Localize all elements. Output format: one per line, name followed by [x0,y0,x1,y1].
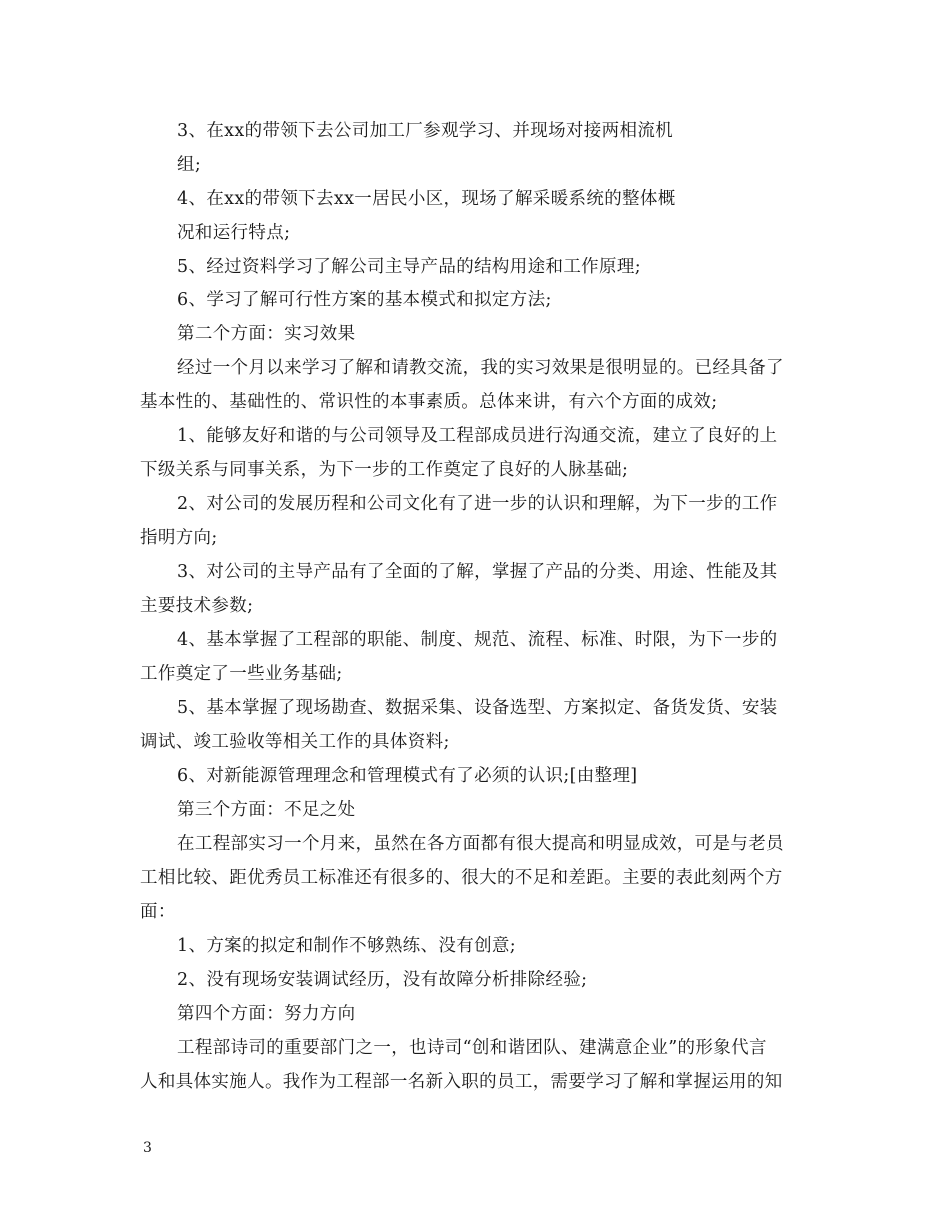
text-line: 5、基本掌握了现场勘查、数据采集、设备选型、方案拟定、备货发货、安装 [177,698,778,718]
page-number: 3 [143,1140,152,1156]
text-line: 1、能够友好和谐的与公司领导及工程部成员进行沟通交流，建立了良好的上 [177,426,778,446]
text-line: 3、在xx的带领下去公司加工厂参观学习、并现场对接两相流机 [177,121,674,141]
text-line: 人和具体实施人。我作为工程部一名新入职的员工，需要学习了解和掌握运用的知 [140,1072,783,1092]
text-line: 工程部诗司的重要部门之一，也诗司“创和谐团队、建满意企业”的形象代言 [177,1038,767,1058]
text-line: 4、在xx的带领下去xx一居民小区，现场了解采暖系统的整体概 [177,189,676,209]
text-line: 工相比较、距优秀员工标准还有很多的、很大的不足和差距。主要的表此刻两个方 [140,868,783,888]
text-line: 5、经过资料学习了解公司主导产品的结构用途和工作原理; [177,257,641,277]
section-heading: 第二个方面：实习效果 [177,324,356,344]
text-line: 调试、竣工验收等相关工作的具体资料; [140,732,450,752]
text-line: 2、没有现场安装调试经历，没有故障分析排除经验; [177,970,588,990]
section-heading: 第三个方面：不足之处 [177,800,356,820]
section-heading: 第四个方面：努力方向 [177,1004,356,1024]
text-line: 在工程部实习一个月来，虽然在各方面都有很大提高和明显成效，可是与老员 [177,834,784,854]
text-line: 指明方向; [140,528,218,548]
text-line: 2、对公司的发展历程和公司文化有了进一步的认识和理解，为下一步的工作 [177,494,778,514]
text-line: 组; [177,155,202,175]
text-line: 3、对公司的主导产品有了全面的了解，掌握了产品的分类、用途、性能及其 [177,562,778,582]
text-line: 经过一个月以来学习了解和请教交流，我的实习效果是很明显的。已经具备了 [177,358,784,378]
text-line: 下级关系与同事关系，为下一步的工作奠定了良好的人脉基础; [140,460,629,480]
text-line: 6、对新能源管理理念和管理模式有了必须的认识;[由整理] [177,766,638,786]
text-line: 1、方案的拟定和制作不够熟练、没有创意; [177,936,517,956]
text-line: 基本性的、基础性的、常识性的本事素质。总体来讲，有六个方面的成效; [140,392,718,412]
text-line: 6、学习了解可行性方案的基本模式和拟定方法; [177,290,552,310]
text-line: 4、基本掌握了工程部的职能、制度、规范、流程、标准、时限，为下一步的 [177,630,778,650]
text-line: 面： [140,902,176,922]
text-line: 工作奠定了一些业务基础; [140,664,343,684]
text-line: 况和运行特点; [177,223,291,243]
text-line: 主要技术参数; [140,596,254,616]
